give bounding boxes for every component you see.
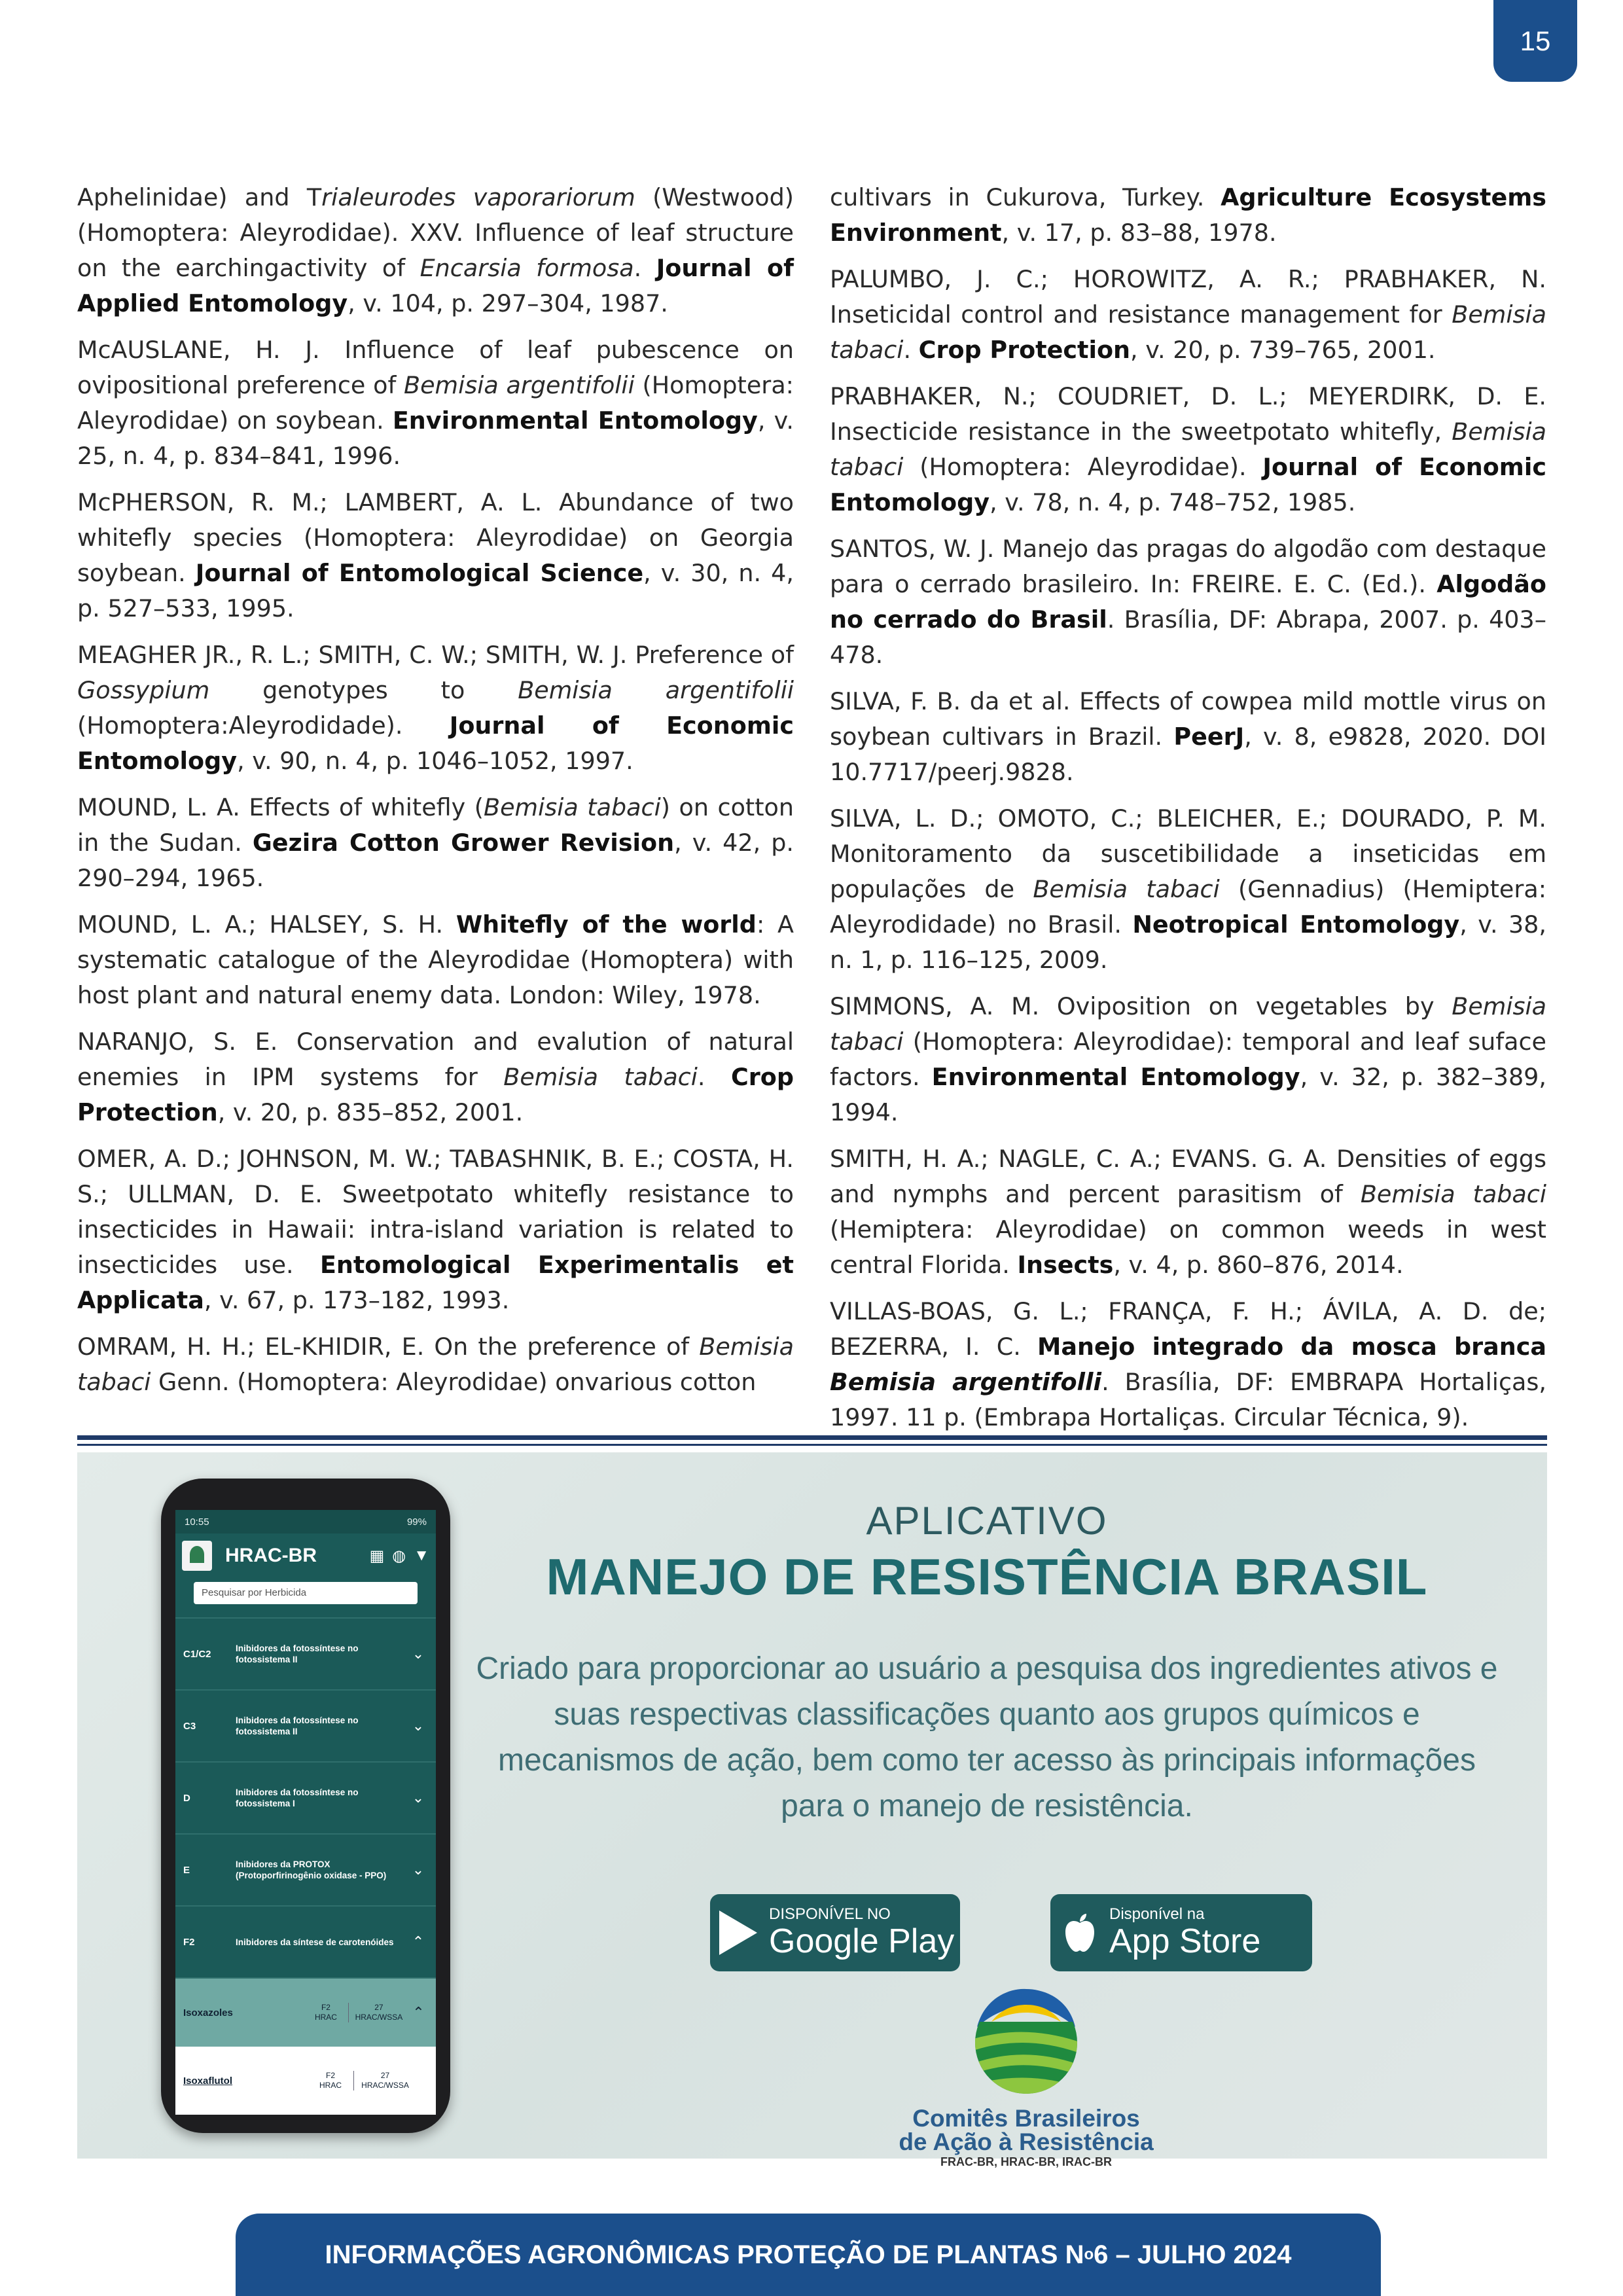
wssa-code: 27 HRAC/WSSA xyxy=(355,2003,403,2022)
google-play-icon xyxy=(719,1910,757,1955)
chevron-icon[interactable]: ⌄ xyxy=(412,1717,425,1734)
organization-name: Comitês Brasileiros de Ação à Resistência xyxy=(899,2105,1154,2155)
hrac-code: F2 HRAC xyxy=(304,2003,349,2022)
google-play-button[interactable] xyxy=(710,1894,960,1971)
app-description: Criado para proporcionar ao usuário a pesquisa dos ingredientes ativos e suas respectivas classificações quanto aos grupos químicos e mecanismos de ação, bem como ter acesso às principais informações para o manejo de resistência. xyxy=(476,1651,1498,1823)
item-code: C1/C2 xyxy=(183,1648,211,1660)
item-code: E xyxy=(183,1864,190,1876)
reference-entry: MEAGHER JR., R. L.; SMITH, C. W.; SMITH, W. J. Preference of Gossypium genotypes to Bemisia argentifolii (Homoptera:Aleyrodidade). Journal of Economic Entomology, v. 90, n. 4, p. 1046–1052, 1997. xyxy=(77,641,794,775)
filter-icon[interactable]: ▼ xyxy=(414,1547,429,1564)
app-bar xyxy=(175,1534,436,1578)
list-item[interactable] xyxy=(175,1689,436,1761)
item-code: F2 xyxy=(183,1936,195,1948)
app-kicker: APLICATIVO xyxy=(866,1499,1108,1543)
herbicide-search-input[interactable]: Pesquisar por Herbicida xyxy=(194,1582,418,1604)
sub-item-name: Isoxaflutol xyxy=(183,2075,233,2087)
reference-entry: MOUND, L. A. Effects of whitefly (Bemisia tabaci) on cotton in the Sudan. Gezira Cotton Grower Revision, v. 42, p. 290–294, 1965. xyxy=(77,793,794,892)
reference-entry: PALUMBO, J. C.; HOROWITZ, A. R.; PRABHAKER, N. Inseticidal control and resistance management for Bemisia tabaci. Crop Protection, v. 20, p. 739–765, 2001. xyxy=(830,265,1546,364)
reference-entry: SMITH, H. A.; NAGLE, C. A.; EVANS. G. A. Densities of eggs and nymphs and percent parasitism of Bemisia tabaci (Hemiptera: Aleyrodidae) on common weeds in west central Florida. Insects, v. 4, p. 860–876, 2014. xyxy=(830,1145,1546,1279)
cbar-logo-icon xyxy=(965,1982,1087,2100)
item-code: C3 xyxy=(183,1720,196,1732)
sub-item-isoxazoles[interactable] xyxy=(175,1977,436,2047)
reference-entry: SIMMONS, A. M. Oviposition on vegetables by Bemisia tabaci (Homoptera: Aleyrodidae): temporal and leaf suface factors. Environmental Entomology, v. 32, p. 382–389, 1994. xyxy=(830,992,1547,1126)
reference-entry: SILVA, F. B. da et al. Effects of cowpea mild mottle virus on soybean cultivars in Brazil. PeerJ, v. 8, e9828, 2020. DOI 10.7717/peerj.9828. xyxy=(830,687,1546,786)
chevron-icon[interactable]: ⌄ xyxy=(412,1645,425,1662)
reference-entry: McPHERSON, R. M.; LAMBERT, A. L. Abundance of two whitefly species (Homoptera: Aleyrodidae) on Georgia soybean. Journal of Entomological Science, v. 30, n. 4, p. 527–533, 1995. xyxy=(77,488,794,622)
hrac-logo-icon xyxy=(182,1541,212,1571)
references-left-column xyxy=(77,180,794,1411)
list-item[interactable] xyxy=(175,1905,436,1977)
chevron-icon[interactable]: ⌃ xyxy=(412,1933,425,1950)
reference-entry: Aphelinidae) and Trialeurodes vaporariorum (Westwood) (Homoptera: Aleyrodidae). XXV. Influence of leaf structure on the earchingactivity of Encarsia formosa. Journal of Applied Entomology, v. 104, p. 297–304, 1987. xyxy=(77,183,794,317)
item-text: Inibidores da PROTOX (Protoporfirinogênio oxidase - PPO) xyxy=(236,1859,387,1880)
reference-entry: SANTOS, W. J. Manejo das pragas do algodão com destaque para o cerrado brasileiro. In: FREIRE. E. C. (Ed.). Algodão no cerrado do Brasil. Brasília, DF: Abrapa, 2007. p. 403–478. xyxy=(830,535,1546,669)
herbicide-list xyxy=(175,1617,436,1977)
reference-entry: PRABHAKER, N.; COUDRIET, D. L.; MEYERDIRK, D. E. Insecticide resistance in the sweetpotato whitefly, Bemisia tabaci (Homoptera: Aleyrodidae). Journal of Economic Entomology, v. 78, n. 4, p. 748–752, 1985. xyxy=(830,382,1546,516)
separator-line-thin xyxy=(77,1444,1547,1446)
reference-entry: OMRAM, H. H.; EL-KHIDIR, E. On the preference of Bemisia tabaci Genn. (Homoptera: Aleyrodidae) onvarious cotton xyxy=(77,1333,794,1396)
phone-screen xyxy=(175,1510,436,2099)
sub-item-isoxaflutol[interactable] xyxy=(175,2047,436,2115)
item-code: D xyxy=(183,1792,190,1804)
wssa-code: 27 HRAC/WSSA xyxy=(361,2071,409,2090)
chevron-up-icon[interactable]: ⌃ xyxy=(412,2004,425,2020)
google-play-label: Google Play xyxy=(769,1922,955,1960)
page-footer: INFORMAÇÕES AGRONÔMICAS PROTEÇÃO DE PLANTAS N o 6 – JULHO 2024 xyxy=(236,2214,1381,2296)
reference-entry: cultivars in Cukurova, Turkey. Agriculture Ecosystems Environment, v. 17, p. 83–88, 1978. xyxy=(830,183,1546,247)
reference-entry: SILVA, L. D.; OMOTO, C.; BLEICHER, E.; DOURADO, P. M. Monitoramento da suscetibilidade a inseticidas em populações de Bemisia tabaci (Gennadius) (Hemiptera: Aleyrodidade) no Brasil. Neotropical Entomology, v. 38, n. 1, p. 116–125, 2009. xyxy=(830,804,1547,974)
page-number: 15 xyxy=(1493,0,1577,82)
chevron-icon[interactable]: ⌄ xyxy=(412,1861,425,1878)
organization-committees: FRAC-BR, HRAC-BR, IRAC-BR xyxy=(940,2155,1112,2168)
phone-mockup xyxy=(161,1479,450,2133)
apple-icon xyxy=(1050,1912,1109,1953)
document-icon[interactable]: ▦ xyxy=(369,1547,385,1565)
list-item[interactable] xyxy=(175,1833,436,1905)
status-battery: 99% xyxy=(406,1516,427,1528)
item-text: Inibidores da fotossíntese no fotossistema II xyxy=(236,1643,359,1664)
hrac-code: F2 HRAC xyxy=(308,2071,354,2090)
app-store-button[interactable] xyxy=(1050,1894,1312,1971)
item-text: Inibidores da síntese de carotenóides xyxy=(236,1937,394,1947)
chevron-icon[interactable]: ⌄ xyxy=(412,1789,425,1806)
reference-entry: OMER, A. D.; JOHNSON, M. W.; TABASHNIK, B. E.; COSTA, H. S.; ULLMAN, D. E. Sweetpotato whitefly resistance to insecticides in Hawaii: intra-island variation is related to insecticides use. Entomological Experimentalis et Applicata, v. 67, p. 173–182, 1993. xyxy=(77,1145,794,1314)
list-item[interactable] xyxy=(175,1617,436,1689)
separator-line xyxy=(77,1435,1547,1440)
app-title: HRAC-BR xyxy=(225,1545,317,1566)
reference-entry: VILLAS-BOAS, G. L.; FRANÇA, F. H.; ÁVILA, A. D. de; BEZERRA, I. C. Manejo integrado da mosca branca Bemisia argentifolli. Brasília, DF: EMBRAPA Hortaliças, 1997. 11 p. (Embrapa Hortaliças. Circular Técnica, 9). xyxy=(830,1297,1547,1431)
list-item[interactable] xyxy=(175,1761,436,1833)
app-store-small: Disponível na xyxy=(1109,1905,1205,1923)
reference-entry: McAUSLANE, H. J. Influence of leaf pubescence on ovipositional preference of Bemisia argentifolii (Homoptera: Aleyrodidae) on soybean. Environmental Entomology, v. 25, n. 4, p. 834–841, 1996. xyxy=(77,336,794,470)
app-name: MANEJO DE RESISTÊNCIA BRASIL xyxy=(546,1548,1428,1605)
reference-entry: MOUND, L. A.; HALSEY, S. H. Whitefly of the world: A systematic catalogue of the Aleyrodidae (Homoptera) with host plant and natural enemy data. London: Wiley, 1978. xyxy=(77,910,794,1009)
globe-icon[interactable]: ◍ xyxy=(392,1547,406,1565)
item-text: Inibidores da fotossíntese no fotossistema II xyxy=(236,1715,359,1736)
sub-item-name: Isoxazoles xyxy=(183,2007,233,2018)
reference-entry: NARANJO, S. E. Conservation and evalution of natural enemies in IPM systems for Bemisia tabaci. Crop Protection, v. 20, p. 835–852, 2001. xyxy=(77,1028,794,1126)
item-text: Inibidores da fotossíntese no fotossistema I xyxy=(236,1787,359,1808)
app-store-label: App Store xyxy=(1109,1922,1261,1960)
status-time: 10:55 xyxy=(185,1516,209,1528)
app-promo-banner xyxy=(77,1452,1547,2168)
references-right-column xyxy=(830,180,1546,1446)
google-play-small: DISPONÍVEL NO xyxy=(769,1905,891,1923)
status-bar xyxy=(175,1510,436,1534)
